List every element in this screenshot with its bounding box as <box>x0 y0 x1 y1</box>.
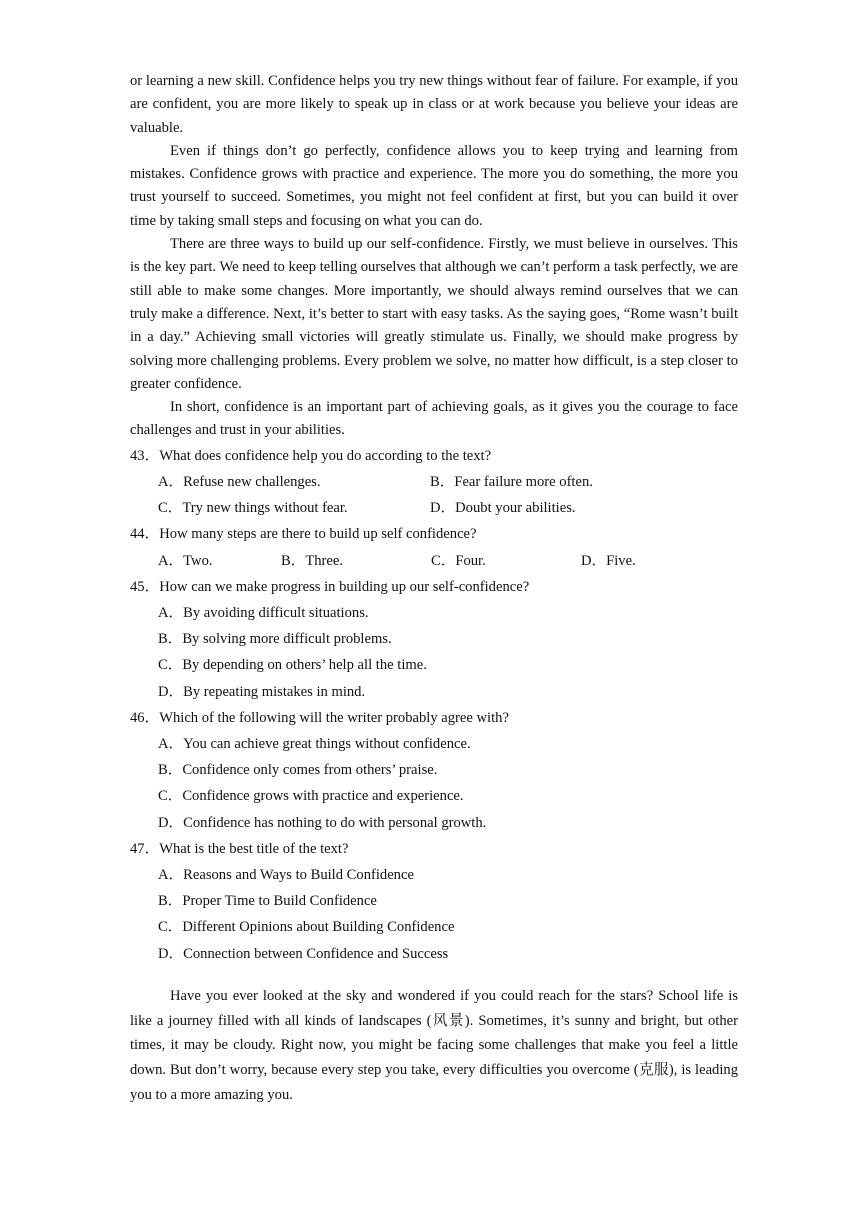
option-c: C．Four. <box>431 552 486 569</box>
question-47 <box>130 836 738 967</box>
question-45 <box>130 574 738 705</box>
option-c: C．Confidence grows with practice and experience. <box>158 788 464 805</box>
option-a: A．You can achieve great things without confidence. <box>158 735 471 752</box>
question-stem: 47．What is the best title of the text? <box>130 840 349 857</box>
option-d: D．Doubt your abilities. <box>430 500 576 517</box>
option-d: D．Five. <box>581 552 636 569</box>
document-page <box>130 70 738 1108</box>
option-c: C．Different Opinions about Building Confidence <box>158 919 455 936</box>
option-b: B．Fear failure more often. <box>430 473 593 490</box>
question-stem: 44．How many steps are there to build up self confidence? <box>130 526 477 543</box>
question-stem: 43．What does confidence help you do according to the text? <box>130 447 492 464</box>
paragraph-1: Have you ever looked at the sky and wondered if you could reach for the stars? School life is like a journey filled with all kinds of landscapes (风景). Sometimes, it’s sunny and bright, but other times, it may be cloudy. Right now, you might be facing some challenges that make you feel a little down. But don’t worry, because every step you take, every difficulties you overcome (克服), is leading you to a more amazing you. <box>130 987 738 1103</box>
question-46 <box>130 705 738 836</box>
option-b: B．Confidence only comes from others’ praise. <box>158 762 438 779</box>
passage-school-life <box>130 984 738 1108</box>
paragraph-1: or learning a new skill. Confidence helps you try new things without fear of failure. For example, if you are confident, you are more likely to speak up in class or at work because you believe your ideas are valuable. <box>130 73 738 136</box>
paragraph-3: There are three ways to build up our self-confidence. Firstly, we must believe in ourselves. This is the key part. We need to keep telling ourselves that although we can’t perform a task perfectly, we are still able to make some changes. More importantly, we should always remind ourselves that we can truly make a difference. Next, it’s better to start with easy tasks. As the saying goes, “Rome wasn’t built in a day.” Achieving small victories will greatly stimulate us. Finally, we should make progress by solving more challenging problems. Every problem we solve, no matter how difficult, is a step closer to greater confidence. <box>130 236 738 392</box>
option-c: C．By depending on others’ help all the time. <box>158 657 427 674</box>
paragraph-4: In short, confidence is an important part of achieving goals, as it gives you the courage to face challenges and trust in your abilities. <box>130 399 738 439</box>
option-a: A．Two. <box>158 552 213 569</box>
option-d: D．Confidence has nothing to do with personal growth. <box>158 814 487 831</box>
paragraph-2: Even if things don’t go perfectly, confidence allows you to keep trying and learning from mistakes. Confidence grows with practice and experience. The more you do something, the more you trust yourself to succeed. Sometimes, you might not feel confident at first, but you can build it over time by taking small steps and focusing on what you can do. <box>130 142 738 229</box>
option-c: C．Try new things without fear. <box>158 500 348 517</box>
option-a: A．Reasons and Ways to Build Confidence <box>158 867 414 883</box>
question-stem: 45．How can we make progress in building up our self-confidence? <box>130 578 530 595</box>
option-b: B．By solving more difficult problems. <box>158 631 392 648</box>
section-gap <box>130 967 738 984</box>
option-b: B．Three. <box>281 552 344 569</box>
passage-confidence <box>130 70 738 443</box>
question-43 <box>130 443 738 522</box>
option-d: D．By repeating mistakes in mind. <box>158 683 366 700</box>
option-b: B．Proper Time to Build Confidence <box>158 893 377 910</box>
option-a: A．By avoiding difficult situations. <box>158 604 369 621</box>
question-44 <box>130 521 738 573</box>
question-stem: 46．Which of the following will the writer probably agree with? <box>130 709 509 726</box>
option-a: A．Refuse new challenges. <box>158 473 321 490</box>
option-d: D．Connection between Confidence and Success <box>158 945 449 962</box>
